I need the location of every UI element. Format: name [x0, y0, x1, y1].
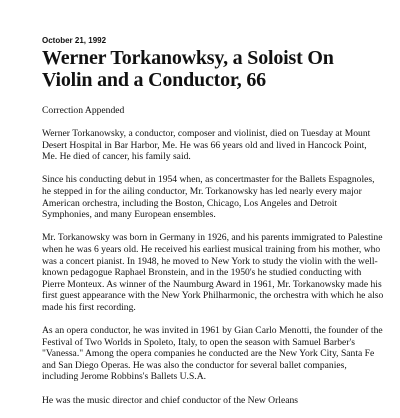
paragraph: As an opera conductor, he was invited in 1961 by Gian Carlo Menotti, the founder of the Festival of Two Worlds in Spoleto, Italy, to open the season with Samuel Barber's "Vanessa." Among the opera companies he conducted are the New York City, Santa Fe and San Diego Operas. He was also the conductor for several ballet companies, including Jerome Robbins's Ballets U.S.A. — [42, 325, 383, 383]
article-date: October 21, 1992 — [42, 36, 107, 45]
article — [42, 36, 384, 418]
paragraph: Since his conducting debut in 1954 when, as concertmaster for the Ballets Espagnoles, he stepped in for the ailing conductor, Mr. Torkanowsky has led nearly every major American orchestra, including the Boston, Chicago, Los Angeles and Detroit Symphonies, and many European ensembles. — [42, 174, 375, 221]
article-headline: Werner Torkanowksy, a Soloist On Violin and a Conductor, 66 — [42, 47, 334, 91]
paragraph: He was the music director and chief conductor of the New Orleans — [42, 394, 299, 406]
paragraph: Mr. Torkanowsky was born in Germany in 1926, and his parents immigrated to Palestine when he was 6 years old. He received his earliest musical training from his mother, who was a concert pianist. In 1948, he moved to New York to study the violin with the well-known pedagogue Raphael Bronstein, and in the 1950's he studied conducting with Pierre Monteux. As winner of the Naumburg Award in 1961, Mr. Torkanowsky made his first guest appearance with the New York Philharmonic, the orchestra with which he also made his first recording. — [42, 232, 384, 313]
correction-note: Correction Appended — [42, 105, 125, 116]
article-body — [42, 128, 384, 406]
paragraph: Werner Torkanowsky, a conductor, composer and violinist, died on Tuesday at Mount Desert Hospital in Bar Harbor, Me. He was 66 years old and lived in Hancock Point, Me. He died of cancer, his family said. — [42, 128, 371, 163]
